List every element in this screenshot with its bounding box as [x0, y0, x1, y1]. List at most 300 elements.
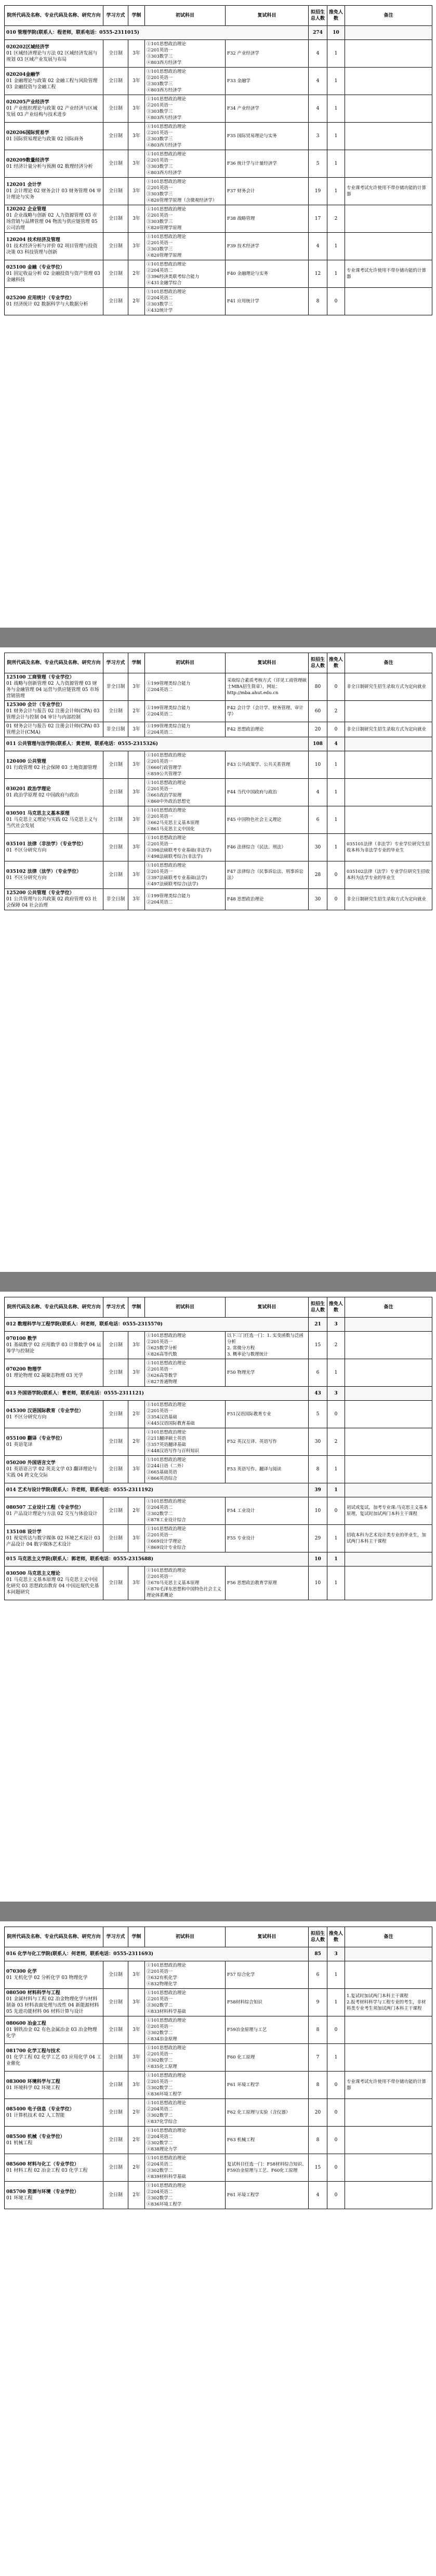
total-quota: 5	[309, 150, 327, 178]
study-mode: 全日制	[103, 806, 128, 834]
remark	[345, 1359, 432, 1387]
remark	[345, 779, 432, 806]
study-years: 3年	[128, 1525, 145, 1552]
header-cell-1: 院所代码及名称、专业代码及名称、研究方向	[5, 1927, 103, 1947]
college-total: 85	[309, 1947, 327, 1961]
remark	[345, 1961, 432, 1989]
major-title: 030500 马克思主义理论	[6, 1571, 60, 1576]
study-mode: 全日制	[103, 150, 128, 178]
research-directions: 01 化学工程 02 化学工艺 03 应用化学 04 工业催化	[6, 2055, 101, 2066]
college-note	[345, 1387, 432, 1401]
recommended-quota: 1	[327, 260, 345, 288]
study-years: 2年	[128, 1428, 145, 1456]
college-title: 014 艺术与设计学院(联系人：许老师，联系电话：0555-2311192)	[5, 1483, 309, 1497]
major-cell	[5, 68, 103, 95]
exam-subjects: ①101思想政治理论 ②201英语一 ③303数学三 ④820管理学原理	[145, 233, 226, 260]
college-note	[345, 1318, 432, 1332]
header-cell-1: 院所代码及名称、专业代码及名称、研究方向	[5, 6, 103, 26]
study-years: 3年	[128, 1332, 145, 1359]
major-cell	[5, 2182, 103, 2209]
major-cell	[5, 806, 103, 834]
header-cell-7: 推免人数	[327, 1927, 345, 1947]
study-mode: 全日制	[103, 701, 128, 722]
header-cell-6: 拟招生总人数	[309, 1297, 327, 1318]
remark	[345, 701, 432, 722]
recommended-quota: 0	[327, 2182, 345, 2209]
retest-subjects: F56 思想政治教育学原理	[226, 1566, 309, 1600]
total-quota: 60	[309, 701, 327, 722]
remark	[345, 751, 432, 779]
major-title: 085400 电子信息（专业学位）	[6, 2107, 74, 2112]
major-row	[5, 1497, 432, 1525]
recommended-quota: 0	[327, 1497, 345, 1525]
research-directions: 01 英语笔译	[6, 1442, 33, 1448]
recommended-quota: 2	[327, 701, 345, 722]
admissions-table	[4, 653, 432, 910]
college-total: 43	[309, 1387, 327, 1401]
major-cell	[5, 834, 103, 861]
study-years: 3年	[128, 2016, 145, 2044]
study-years: 2年	[128, 701, 145, 722]
remark	[345, 1456, 432, 1483]
major-title: 125200 公共管理（专业学位）	[6, 891, 74, 896]
exam-subjects: ①101思想政治理论 ②201英语一 ③303数学三 ④803西方经济学	[145, 40, 226, 68]
study-years: 3年	[128, 834, 145, 861]
major-title: 125100 工商管理（专业学位）	[6, 675, 74, 680]
major-title: 030201 政治学理论	[6, 787, 51, 792]
header-cell-4: 初试科目	[145, 6, 226, 26]
remark	[345, 2154, 432, 2182]
major-title: 035102 法律（法学）（专业学位）	[6, 869, 82, 874]
study-years: 2年	[128, 1497, 145, 1525]
major-row	[5, 1428, 432, 1456]
admissions-table	[4, 5, 432, 315]
study-years: 3年	[128, 861, 145, 889]
exam-subjects: ①199管理类综合能力 ②204英语二	[145, 722, 226, 737]
exam-subjects: ①101思想政治理论 ②201英语一 ③669设计学理论 ④869设计专业综合	[145, 1525, 226, 1552]
research-directions: 01 区域经济理论与方法 02 区域经济发展与规划 03 区域产业发展与布局	[6, 51, 98, 62]
major-row	[5, 288, 432, 315]
study-mode: 非全日制	[103, 673, 128, 701]
header-cell-5: 复试科目	[226, 6, 309, 26]
college-row	[5, 1483, 432, 1497]
retest-subjects: F58材料综合知识	[226, 1989, 309, 2016]
college-total: 39	[309, 1483, 327, 1497]
study-mode: 全日制	[103, 288, 128, 315]
major-cell	[5, 722, 103, 737]
study-mode: 全日制	[103, 1428, 128, 1456]
retest-subjects: F55 专业设计	[226, 1525, 309, 1552]
study-mode: 全日制	[103, 2072, 128, 2099]
research-directions: 01 会计理论 02 财务会计 03 财务管理 04 审计理论与实务	[6, 189, 101, 200]
major-title: 080600 冶金工程	[6, 2021, 46, 2026]
study-years: 3年	[128, 1359, 145, 1387]
remark: 非全日制研究生招生录取方式为定向就业	[345, 889, 432, 910]
recommended-quota: 0	[327, 2072, 345, 2099]
major-cell	[5, 288, 103, 315]
research-directions: 01 不区分研究方向	[6, 875, 47, 881]
study-years: 3年	[128, 178, 145, 205]
major-row	[5, 861, 432, 889]
college-recommended: 3	[327, 1387, 345, 1401]
retest-subjects: F52 英汉互译、英语写作	[226, 1428, 309, 1456]
retest-subjects: F42 思想政治理论	[226, 722, 309, 737]
retest-subjects: F41 应用统计学	[226, 288, 309, 315]
table-page-4	[0, 1921, 436, 2214]
remark: 1.复试时加试两门本科主干课程 2.报考材料科学与工程专业的考生，非材料类专业考生须加试两门本科主干课程	[345, 1989, 432, 2016]
college-note	[345, 1552, 432, 1566]
study-mode: 全日制	[103, 2182, 128, 2209]
major-row	[5, 95, 432, 123]
major-cell	[5, 1332, 103, 1359]
major-title: 025100 金融（专业学位）	[6, 265, 65, 270]
exam-subjects: ①101思想政治理论 ②211翻译硕士英语 ③357英语翻译基础 ④448汉语写作与百科知识	[145, 1428, 226, 1456]
table-page-2	[0, 647, 436, 915]
research-directions: 01 不区分研究方向	[6, 848, 47, 853]
major-row	[5, 2016, 432, 2044]
remark	[345, 2016, 432, 2044]
header-cell-3: 学制	[128, 6, 145, 26]
college-total: 10	[309, 1552, 327, 1566]
remark	[345, 1428, 432, 1456]
exam-subjects: ①101思想政治理论 ②201英语一 ③303数学三 ④803西方经济学	[145, 123, 226, 150]
major-row	[5, 1456, 432, 1483]
major-row	[5, 2099, 432, 2127]
recommended-quota: 1	[327, 150, 345, 178]
college-total: 274	[309, 26, 327, 40]
major-row	[5, 1566, 432, 1600]
major-title: 035101 法律（非法学）（专业学位）	[6, 842, 86, 847]
recommended-quota: 0	[327, 288, 345, 315]
header-cell-7: 推免人数	[327, 6, 345, 26]
total-quota: 10	[309, 1497, 327, 1525]
recommended-quota: 2	[327, 1332, 345, 1359]
exam-subjects: ①101思想政治理论 ②201英语一 ③670马克思主义基本原理 ④870毛泽东思想和中国特色社会主义理论体系概论	[145, 1566, 226, 1600]
major-row	[5, 150, 432, 178]
exam-subjects: ①101思想政治理论 ②204英语二 ③302数学二 ④837化学综合	[145, 2099, 226, 2127]
college-note	[345, 26, 432, 40]
major-title: 070200 物理学	[6, 1367, 42, 1372]
major-row	[5, 1989, 432, 2016]
study-years: 3年	[128, 2072, 145, 2099]
retest-subjects: F38 战略管理	[226, 205, 309, 233]
recommended-quota: 0	[327, 2154, 345, 2182]
table-header-row	[5, 6, 432, 26]
total-quota: 4	[309, 233, 327, 260]
major-cell	[5, 1497, 103, 1525]
header-cell-1: 院所代码及名称、专业代码及名称、研究方向	[5, 653, 103, 673]
remark: 专业课考试允许使用不带存储功能的计算器	[345, 260, 432, 288]
major-row	[5, 834, 432, 861]
recommended-quota: 1	[327, 2044, 345, 2072]
study-years: 3年	[128, 1566, 145, 1600]
college-recommended: 10	[327, 26, 345, 40]
exam-subjects: ①101思想政治理论 ②204英语二 ③303数学三 ④432统计学	[145, 288, 226, 315]
college-title: 015 马克思主义学院(联系人：郭老师，联系电话：0555-2315688)	[5, 1552, 309, 1566]
header-cell-1: 院所代码及名称、专业代码及名称、研究方向	[5, 1297, 103, 1318]
total-quota: 30	[309, 834, 327, 861]
research-directions: 01 英语语言学 02 英美文学 03 翻译理论与实践 04 跨文化交际	[6, 1467, 97, 1478]
study-mode: 全日制	[103, 95, 128, 123]
total-quota: 19	[309, 178, 327, 205]
major-cell	[5, 150, 103, 178]
total-quota: 6	[309, 1359, 327, 1387]
total-quota: 10	[309, 1566, 327, 1600]
study-years: 3年	[128, 722, 145, 737]
major-row	[5, 722, 432, 737]
college-note	[345, 1947, 432, 1961]
major-title: 030501 马克思主义基本原理	[6, 811, 70, 816]
remark	[345, 123, 432, 150]
study-mode: 全日制	[103, 260, 128, 288]
major-row	[5, 779, 432, 806]
retest-subjects: F61 环境工程学	[226, 2072, 309, 2099]
study-years: 3年	[128, 123, 145, 150]
major-cell	[5, 2016, 103, 2044]
exam-subjects: ①101思想政治理论 ②201英语一 ③661政治学原理 ④860中外政治思想史	[145, 779, 226, 806]
research-directions: 01 产业组织理论与政策 02 产业经济与区域发展 03 产业结构与技术进步	[6, 106, 98, 117]
study-mode: 全日制	[103, 1332, 128, 1359]
college-total: 108	[309, 737, 327, 751]
major-title: 020205产业经济学	[6, 100, 49, 105]
major-cell	[5, 861, 103, 889]
exam-subjects: ①101思想政治理论 ②201英语一 ③303数学三 ④803西方经济学	[145, 68, 226, 95]
page-separator	[0, 1272, 436, 1292]
recommended-quota: 0	[327, 861, 345, 889]
college-title: 013 外国语学院(联系人：曹老师，联系电话：0555-2311121)	[5, 1387, 309, 1401]
exam-subjects: ①101思想政治理论 ②201英语一 ③302数学二 ④836环境工程学	[145, 2072, 226, 2099]
total-quota: 3	[309, 123, 327, 150]
study-years: 3年	[128, 673, 145, 701]
header-cell-8: 备注	[345, 653, 432, 673]
recommended-quota: 0	[327, 722, 345, 737]
major-row	[5, 2154, 432, 2182]
recommended-quota: 0	[327, 1401, 345, 1428]
header-cell-8: 备注	[345, 1927, 432, 1947]
study-years: 2年	[128, 1401, 145, 1428]
major-cell	[5, 1525, 103, 1552]
study-years: 3年	[128, 751, 145, 779]
recommended-quota: 1	[327, 123, 345, 150]
college-note	[345, 737, 432, 751]
major-title: 045300 汉语国际教育（专业学位）	[6, 1409, 84, 1414]
table-header-row	[5, 1297, 432, 1318]
research-directions: 01 机械工程	[6, 2141, 33, 2146]
major-title: 081700 化学工程与技术	[6, 2049, 60, 2054]
major-cell	[5, 1401, 103, 1428]
remark: 035101法律（非法学）专业学位研究生招收本科为非法学专业的毕业生	[345, 834, 432, 861]
exam-subjects: ①101思想政治理论 ②201英语一 ③398法硕联考专业基础(非法学) ④498法硕联考综合(非法学)	[145, 834, 226, 861]
study-years: 3年	[128, 779, 145, 806]
study-years: 3年	[128, 68, 145, 95]
major-cell	[5, 260, 103, 288]
recommended-quota: 1	[327, 95, 345, 123]
remark	[345, 288, 432, 315]
header-cell-2: 学习方式	[103, 6, 128, 26]
study-years: 3年	[128, 1961, 145, 1989]
major-row	[5, 2182, 432, 2209]
research-directions: 01 国际贸易理论与政策 02 国际商务	[6, 137, 84, 142]
remark	[345, 1401, 432, 1428]
study-mode: 全日制	[103, 205, 128, 233]
retest-subjects: F50 物理光学	[226, 1359, 309, 1387]
study-mode: 全日制	[103, 1566, 128, 1600]
retest-subjects: F53 英语写作、翻译与阅读	[226, 1456, 309, 1483]
total-quota: 4	[309, 68, 327, 95]
recommended-quota: 0	[327, 673, 345, 701]
total-quota: 12	[309, 260, 327, 288]
exam-subjects: ①101思想政治理论 ②201英语一 ③302数学二 ④835化工原理	[145, 2044, 226, 2072]
research-directions: 01 财务会计与报告 02 注册会计师(CPA) 03 管理会计与控制 04 审计与内部控制	[6, 709, 100, 720]
research-directions: 01 视觉传达与数字媒体 02 环境艺术设计 03 产品设计 04 数字媒体艺术设计	[6, 1536, 100, 1547]
header-cell-6: 拟招生总人数	[309, 653, 327, 673]
remark	[345, 95, 432, 123]
major-title: 120204 技术经济及管理	[6, 237, 60, 243]
exam-subjects: ①101思想政治理论 ②201英语一 ③303数学三 ④820管理学原理（含微观经济学）	[145, 178, 226, 205]
study-years: 3年	[128, 233, 145, 260]
table-header-row	[5, 653, 432, 673]
major-title: 120202 企业管理	[6, 207, 46, 212]
college-title: 010 管理学院(联系人：程老师，联系电话：0555-2311015)	[5, 26, 309, 40]
recommended-quota: 0	[327, 2016, 345, 2044]
header-cell-8: 备注	[345, 6, 432, 26]
college-row	[5, 737, 432, 751]
header-cell-7: 推免人数	[327, 1297, 345, 1318]
study-mode: 全日制	[103, 834, 128, 861]
study-mode: 全日制	[103, 751, 128, 779]
total-quota: 80	[309, 673, 327, 701]
total-quota: 28	[309, 861, 327, 889]
college-note	[345, 1483, 432, 1497]
major-cell	[5, 2099, 103, 2127]
retest-subjects: F54 工业设计	[226, 1497, 309, 1525]
exam-subjects: ①199管理类综合能力 ②204英语二	[145, 701, 226, 722]
header-cell-4: 初试科目	[145, 1297, 226, 1318]
major-cell	[5, 1961, 103, 1989]
study-mode: 全日制	[103, 40, 128, 68]
research-directions: 01 政治学原理 02 中国政府与政治	[6, 793, 79, 798]
major-cell	[5, 205, 103, 233]
major-cell	[5, 673, 103, 701]
study-mode: 全日制	[103, 779, 128, 806]
recommended-quota: 1	[327, 834, 345, 861]
study-years: 3年	[128, 205, 145, 233]
retest-subjects: F37 财务会计	[226, 178, 309, 205]
recommended-quota: 1	[327, 806, 345, 834]
retest-subjects: F60 化工原理	[226, 2044, 309, 2072]
research-directions: 01 环境科学 02 环境工程	[6, 2086, 60, 2091]
college-recommended: 3	[327, 1318, 345, 1332]
study-mode: 全日制	[103, 1525, 128, 1552]
research-directions: 01 计算机技术 02 人工智能	[6, 2113, 65, 2118]
remark: 非全日制研究生招生录取方式为定向就业	[345, 722, 432, 737]
study-mode: 全日制	[103, 123, 128, 150]
research-directions: 01 马克思主义理论与实践 02 马克思主义与当代社会发展	[6, 817, 98, 829]
page-separator	[0, 628, 436, 647]
college-row	[5, 1552, 432, 1566]
study-years: 3年	[128, 40, 145, 68]
retest-subjects: F48 思想政治理论	[226, 889, 309, 910]
major-title: 025200 应用统计（专业学位）	[6, 296, 74, 301]
study-mode: 非全日制	[103, 722, 128, 737]
major-row	[5, 1401, 432, 1428]
study-years: 2年	[128, 2182, 145, 2209]
major-row	[5, 178, 432, 205]
major-cell	[5, 123, 103, 150]
major-title: 125300 会计（专业学位）	[6, 702, 65, 708]
major-row	[5, 673, 432, 701]
major-row	[5, 2072, 432, 2099]
retest-subjects: 复试科目任选一门：F58材料综合知识、F59冶金原理与工艺、F60化工原理	[226, 2154, 309, 2182]
total-quota: 30	[309, 1428, 327, 1456]
retest-subjects: 采取综合素质考核方式（详见工商管理硕士MBA招生简章），网址：http://mba.ahut.edu.cn	[226, 673, 309, 701]
admissions-table	[4, 1297, 432, 1600]
remark	[345, 1566, 432, 1600]
major-title: 120201 会计学	[6, 182, 42, 188]
recommended-quota: 1	[327, 1961, 345, 1989]
exam-subjects: ①101思想政治理论 ②204英语二 ③302数学二 ④836环境工程学	[145, 2182, 226, 2209]
major-row	[5, 68, 432, 95]
retest-subjects: F36 统计学与计量经济学	[226, 150, 309, 178]
header-cell-7: 推免人数	[327, 653, 345, 673]
research-directions: 01 产品设计理论与方法 02 交互与体验设计	[6, 1511, 98, 1517]
exam-subjects: ①199管理类综合能力 ②204英语二	[145, 673, 226, 701]
study-years: 2年	[128, 260, 145, 288]
recommended-quota: 1	[327, 178, 345, 205]
retest-subjects: F32 产业经济学	[226, 40, 309, 68]
major-cell	[5, 1428, 103, 1456]
study-years: 3年	[128, 95, 145, 123]
exam-subjects: ①101思想政治理论 ②244日语（二外） ③665基础英语 ④866英语综合	[145, 1456, 226, 1483]
recommended-quota: 1	[327, 779, 345, 806]
major-cell	[5, 779, 103, 806]
remark	[345, 150, 432, 178]
major-row	[5, 40, 432, 68]
recommended-quota: 1	[327, 751, 345, 779]
research-directions: 01 财务会计与报告 02 注册会计师(CPA) 03 管理会计(CMA)	[6, 724, 100, 735]
exam-subjects: ①101思想政治理论 ②201英语一 ③302数学二 ④834冶金原理	[145, 2016, 226, 2044]
study-mode: 全日制	[103, 178, 128, 205]
remark: 专业课考试允许使用不带存储功能的计算器	[345, 178, 432, 205]
major-cell	[5, 2044, 103, 2072]
research-directions: 01 固定收益分析 02 金融投资与资产管理 03 金融科技	[6, 271, 100, 283]
remark	[345, 2182, 432, 2209]
college-recommended: 4	[327, 737, 345, 751]
study-years: 2年	[128, 2099, 145, 2127]
study-mode: 全日制	[103, 2154, 128, 2182]
header-cell-3: 学制	[128, 1297, 145, 1318]
remark	[345, 205, 432, 233]
recommended-quota: 0	[327, 2099, 345, 2127]
major-title: 083000 环境科学与工程	[6, 2079, 60, 2084]
major-row	[5, 1525, 432, 1552]
total-quota: 4	[309, 779, 327, 806]
college-total: 21	[309, 1318, 327, 1332]
total-quota: 4	[309, 40, 327, 68]
major-cell	[5, 1456, 103, 1483]
remark: 招收本科为艺术设计类专业的毕业生，加试两门本科主干课程	[345, 1525, 432, 1552]
retest-subjects: F42 会计学（会计学、财务管理、审计学）	[226, 701, 309, 722]
recommended-quota: 1	[327, 1566, 345, 1600]
college-row	[5, 1387, 432, 1401]
total-quota: 29	[309, 1525, 327, 1552]
header-cell-2: 学习方式	[103, 653, 128, 673]
header-cell-2: 学习方式	[103, 1927, 128, 1947]
study-years: 3年	[128, 2044, 145, 2072]
exam-subjects: ①101思想政治理论 ②201英语一 ③662马克思主义基本原理 ④861马克思主义中国化	[145, 806, 226, 834]
college-recommended: 3	[327, 1947, 345, 1961]
research-directions: 01 无机化学 02 分析化学 03 物理化学	[6, 1975, 88, 1981]
